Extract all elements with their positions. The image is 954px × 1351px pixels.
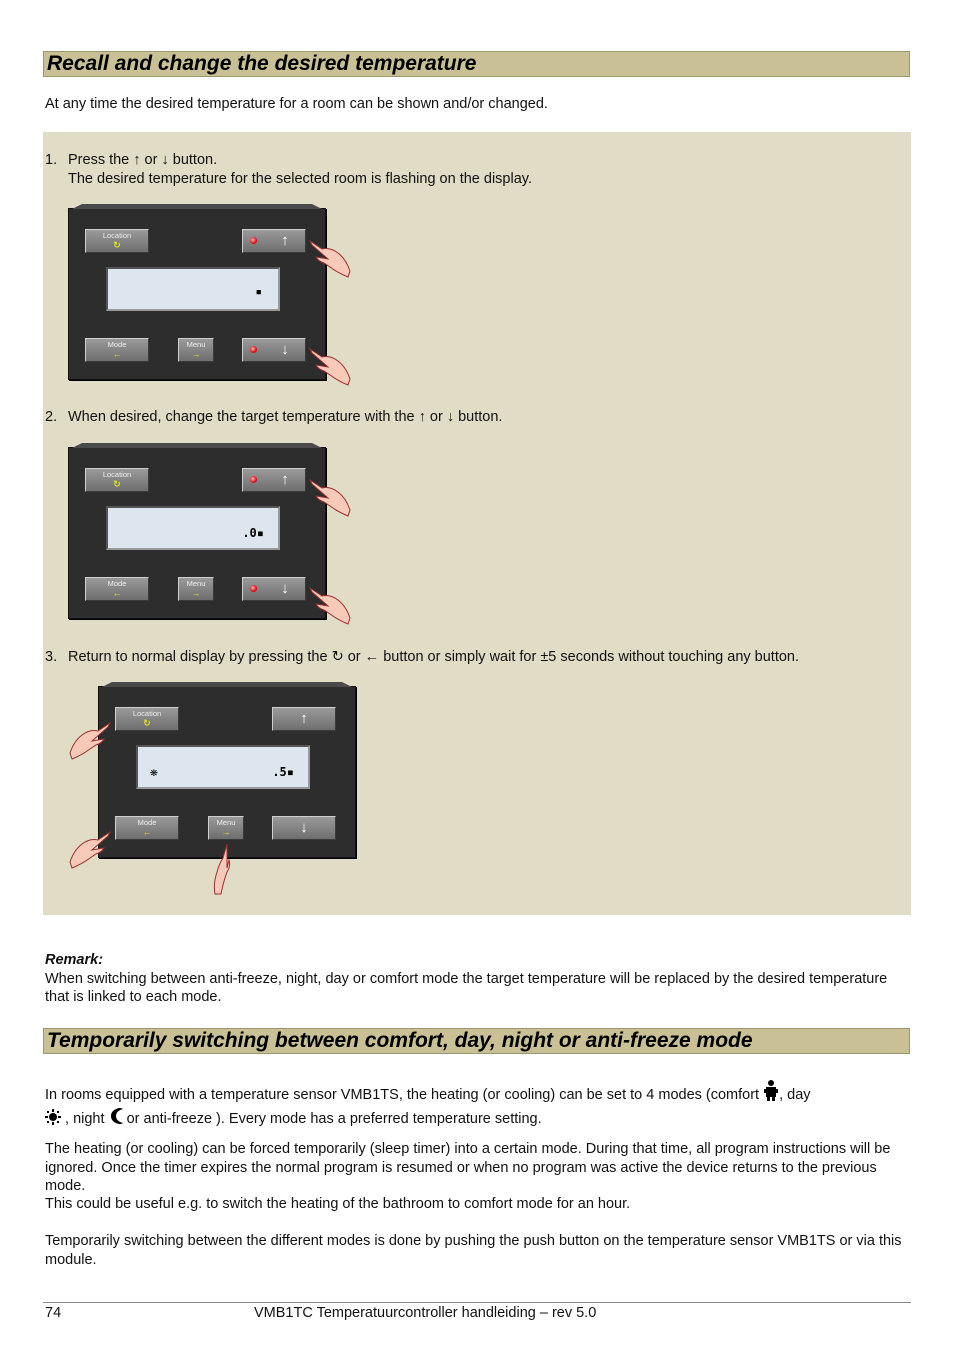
menu-button-label: Menu: [186, 579, 206, 588]
location-icon: ↻: [113, 240, 121, 250]
step-text: [68, 408, 502, 427]
up-button[interactable]: [272, 707, 336, 731]
down-arrow-icon: ↓: [300, 819, 308, 836]
menu-button[interactable]: [208, 816, 244, 840]
comfort-mode-icon: ❋: [150, 765, 158, 780]
step-number: 2.: [45, 409, 58, 425]
down-arrow-icon: ↓: [281, 580, 289, 597]
up-button[interactable]: [242, 229, 306, 253]
lcd-display: [106, 267, 280, 311]
pressing-hand-icon: [308, 237, 352, 281]
mode-button-label: Mode: [107, 340, 127, 349]
step-number: 1.: [45, 152, 58, 168]
text-part: In rooms equipped with a temperature sensor VMB1TS, the heating (or cooling) can be set to 4 modes (comfort: [45, 1087, 764, 1103]
step-text-part: The desired temperature for the selected room is flashing on the display.: [68, 171, 532, 187]
location-icon: ↻: [331, 649, 344, 665]
thermostat-device-1: [68, 208, 326, 380]
switching-paragraph: Temporarily switching between the different modes is done by pushing the push button on the temperature sensor VMB1TS or via this module.: [45, 1233, 902, 1268]
night-mode-icon: [109, 1107, 123, 1125]
step-text-part: button.: [168, 152, 218, 168]
footer-title: VMB1TC Temperatuurcontroller handleiding – rev 5.0: [254, 1305, 597, 1321]
step-text-part: button or simply wait for ±5 seconds without touching any button.: [379, 649, 799, 665]
remark: [45, 951, 905, 1007]
location-button[interactable]: [115, 707, 179, 731]
mode-button[interactable]: [115, 816, 179, 840]
menu-button-label: Menu: [186, 340, 206, 349]
step-number: 3.: [45, 649, 58, 665]
mode-button[interactable]: [85, 577, 149, 601]
step-text-part: or: [343, 649, 365, 665]
modes-paragraph: [45, 1079, 905, 1131]
menu-button[interactable]: [178, 338, 214, 362]
sleep-timer-paragraph: The heating (or cooling) can be forced temporarily (sleep timer) into a certain mode. During that time, all program instructions will be ignored. Once the timer expires the normal program is resumed or when no program was active the device returns to the previous mode.: [45, 1141, 891, 1194]
left-arrow-icon: ←: [112, 349, 122, 359]
right-arrow-icon: →: [191, 349, 201, 359]
down-button[interactable]: [272, 816, 336, 840]
up-arrow-icon: ↑: [300, 710, 308, 727]
display-value: .5▪: [272, 765, 294, 779]
location-icon: ↻: [143, 718, 151, 728]
up-arrow-icon: ↑: [281, 471, 289, 488]
example-paragraph: This could be useful e.g. to switch the heating of the bathroom to comfort mode for an hour.: [45, 1196, 631, 1212]
pressing-hand-icon: [308, 584, 352, 628]
step-text-part: Press the: [68, 152, 134, 168]
left-arrow-icon: ←: [142, 827, 152, 837]
location-button-label: Location: [132, 709, 162, 718]
mode-button[interactable]: [85, 338, 149, 362]
lcd-display: [136, 745, 310, 789]
location-button[interactable]: [85, 229, 149, 253]
intro-text: At any time the desired temperature for a room can be shown and/or changed.: [45, 96, 548, 112]
day-mode-icon: [45, 1109, 61, 1125]
text-part: , day: [779, 1087, 811, 1103]
remark-title: Remark:: [45, 952, 104, 968]
pressing-hand-icon: [308, 345, 352, 389]
location-button-label: Location: [102, 470, 132, 479]
mode-button-label: Mode: [137, 818, 157, 827]
pressing-hand-icon: [68, 719, 112, 763]
pressing-hand-icon: [308, 476, 352, 520]
location-button-label: Location: [102, 231, 132, 240]
led-indicator-icon: [250, 585, 257, 592]
footer-divider: [43, 1302, 911, 1303]
down-arrow-icon: ↓: [446, 409, 455, 425]
thermostat-device-2: [68, 447, 326, 619]
menu-button-label: Menu: [216, 818, 236, 827]
step-text-part: or: [425, 409, 447, 425]
page-number: 74: [45, 1305, 62, 1321]
location-button[interactable]: [85, 468, 149, 492]
down-arrow-icon: ↓: [281, 341, 289, 358]
step-text-part: or: [140, 152, 162, 168]
comfort-mode-icon: [763, 1079, 779, 1101]
remark-text: When switching between anti-freeze, night, day or comfort mode the target temperature will be replaced by the desired temperature that is linked to each mode.: [45, 970, 888, 1005]
pressing-hand-icon: [209, 844, 235, 896]
section-heading-recall: Recall and change the desired temperature: [43, 51, 910, 77]
step-text-part: When desired, change the target temperature with the: [68, 409, 419, 425]
thermostat-device-3: [98, 686, 356, 858]
down-button[interactable]: [242, 338, 306, 362]
left-arrow-icon: ←: [364, 649, 380, 665]
step-text-part: Return to normal display by pressing the: [68, 649, 332, 665]
display-value: .0▪: [242, 526, 264, 540]
led-indicator-icon: [250, 476, 257, 483]
pressing-hand-icon: [68, 828, 112, 872]
led-indicator-icon: [250, 346, 257, 353]
up-arrow-icon: ↑: [281, 232, 289, 249]
left-arrow-icon: ←: [112, 588, 122, 598]
display-value: ▪: [255, 285, 262, 298]
right-arrow-icon: →: [191, 588, 201, 598]
step-text: [68, 151, 532, 189]
mode-button-label: Mode: [107, 579, 127, 588]
up-button[interactable]: [242, 468, 306, 492]
location-icon: ↻: [113, 479, 121, 489]
section-heading-modes: Temporarily switching between comfort, day, night or anti-freeze mode: [43, 1028, 910, 1054]
down-arrow-icon: ↓: [161, 152, 169, 168]
led-indicator-icon: [250, 237, 257, 244]
down-button[interactable]: [242, 577, 306, 601]
steps-panel: [43, 132, 911, 915]
lcd-display: [106, 506, 280, 550]
up-arrow-icon: ↑: [418, 409, 426, 425]
step-text-part: button.: [454, 409, 503, 425]
up-arrow-icon: ↑: [133, 152, 141, 168]
text-part: or anti-freeze ). Every mode has a preferred temperature setting.: [122, 1111, 542, 1127]
text-part: , night: [61, 1111, 109, 1127]
right-arrow-icon: →: [221, 827, 231, 837]
menu-button[interactable]: [178, 577, 214, 601]
step-text: [68, 648, 799, 667]
